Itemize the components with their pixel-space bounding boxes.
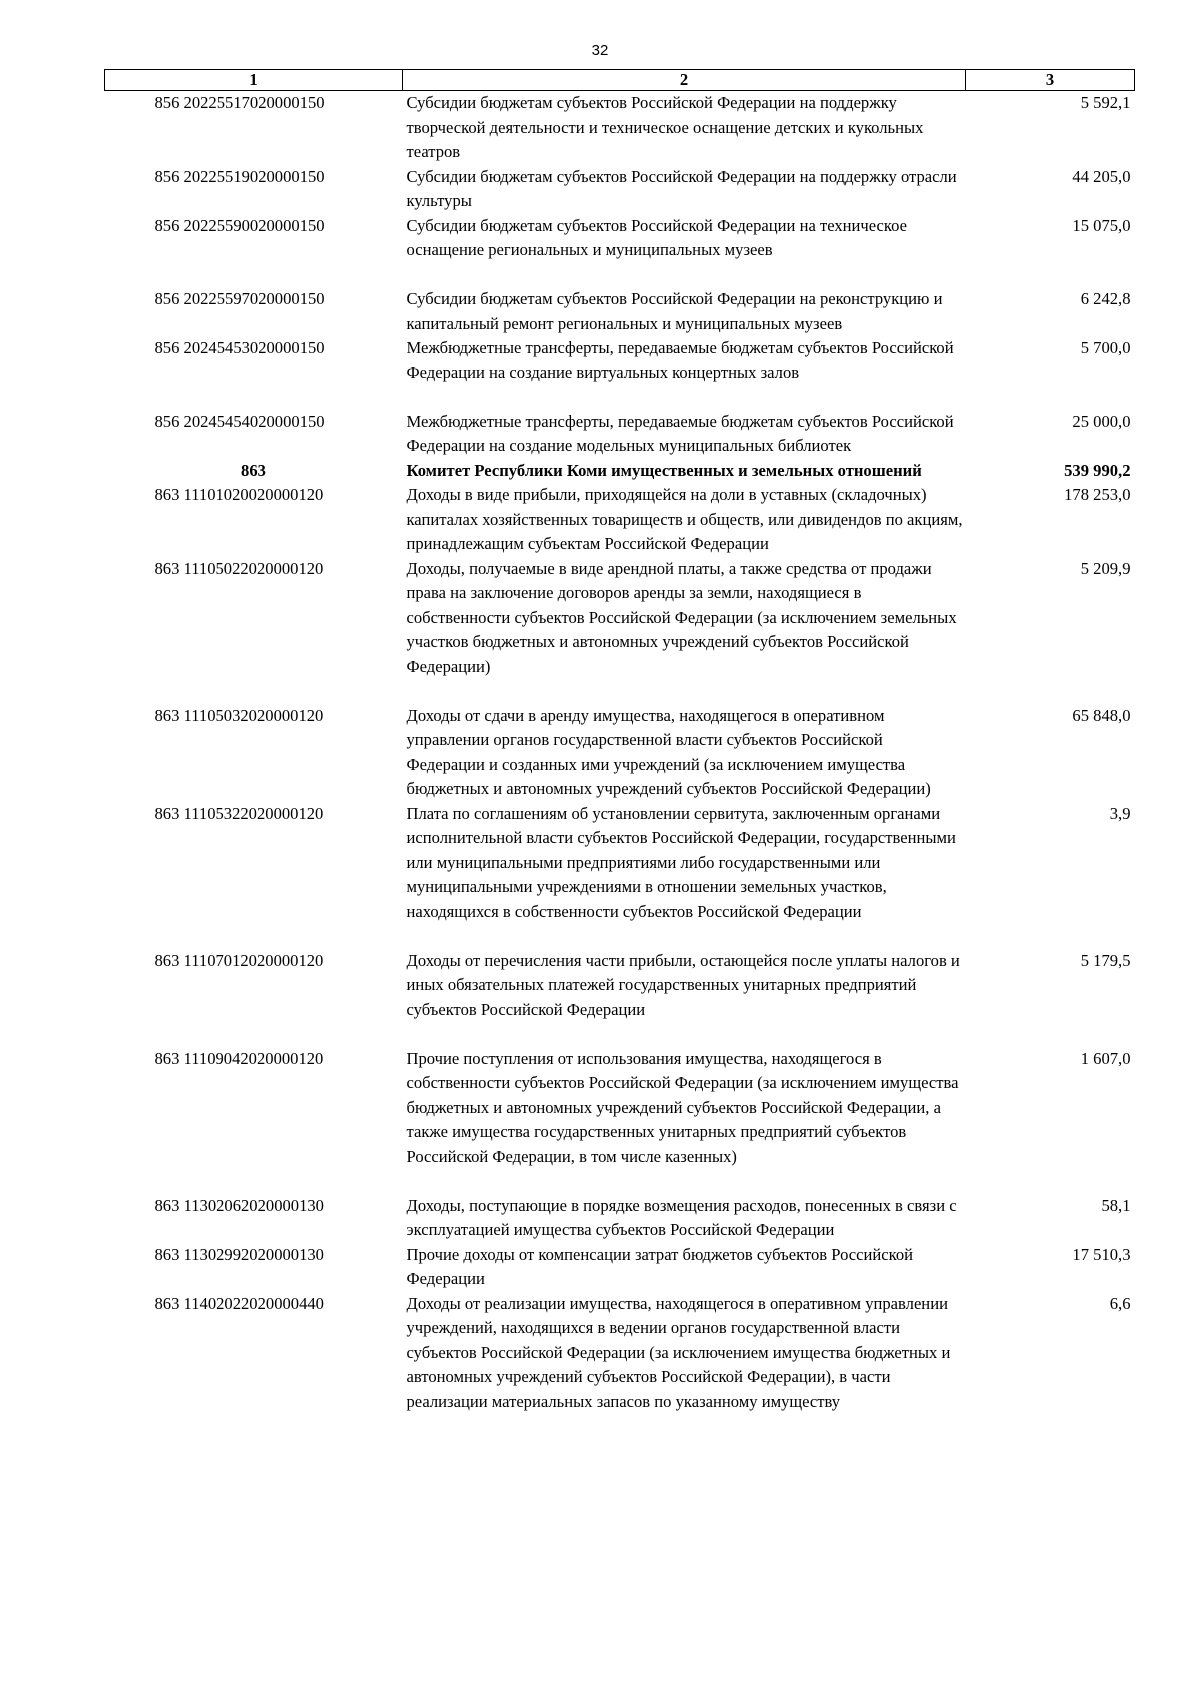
row-name: Субсидии бюджетам субъектов Российской Федерации на поддержку отрасли культуры xyxy=(406,166,957,210)
row-code: 863 11109042020000120 xyxy=(154,1048,324,1068)
row-code: 856 20225590020000150 xyxy=(154,215,325,235)
row-name: Доходы в виде прибыли, приходящейся на доли в уставных (складочных) капиталах хозяйственных товариществ и обществ, или дивидендов по акциям, принадлежащим субъектам Российской Федерации xyxy=(406,485,963,553)
row-code: 863 11105032020000120 xyxy=(154,705,324,725)
row-name: Межбюджетные трансферты, передаваемые бюджетам субъектов Российской Федерации на создание модельных муниципальных библиотек xyxy=(406,411,954,455)
row-amount: 15 075,0 xyxy=(1072,215,1131,235)
row-code: 856 20225517020000150 xyxy=(154,93,325,112)
row-code: 863 11105022020000120 xyxy=(154,558,324,578)
row-amount: 5 179,5 xyxy=(1080,950,1131,970)
table-row xyxy=(105,704,1135,802)
column-header-3: 3 xyxy=(966,70,1135,91)
table-row xyxy=(105,802,1135,949)
row-name: Субсидии бюджетам субъектов Российской Федерации на техническое оснащение региональных и муниципальных музеев xyxy=(406,215,908,259)
row-amount: 5 700,0 xyxy=(1080,338,1131,357)
table-row xyxy=(105,214,1135,288)
row-amount: 178 253,0 xyxy=(1064,485,1131,504)
column-header-2: 2 xyxy=(403,70,966,91)
row-name: Доходы, поступающие в порядке возмещения расходов, понесенных в связи с эксплуатацией имущества субъектов Российской Федерации xyxy=(406,1195,957,1239)
table-row xyxy=(105,1243,1135,1292)
row-name: Субсидии бюджетам субъектов Российской Федерации на реконструкцию и капитальный ремонт региональных и муниципальных музеев xyxy=(406,289,943,333)
row-amount: 3,9 xyxy=(1109,803,1131,823)
row-name: Доходы от сдачи в аренду имущества, находящегося в оперативном управлении органов государственной власти субъектов Российской Федерации и созданных ими учреждений (за исключением имущества бюджетных и автономных учреждений субъектов Российской Федерации) xyxy=(406,705,931,798)
row-code: 863 11105322020000120 xyxy=(154,803,324,823)
page-number: 32 xyxy=(591,42,609,59)
row-name: Прочие доходы от компенсации затрат бюджетов субъектов Российской Федерации xyxy=(406,1244,914,1288)
row-amount: 539 990,2 xyxy=(1064,460,1131,480)
row-code: 863 11107012020000120 xyxy=(154,950,324,970)
row-code: 863 11302062020000130 xyxy=(154,1195,324,1215)
row-name: Комитет Республики Коми имущественных и земельных отношений xyxy=(406,460,922,480)
table-row xyxy=(105,410,1135,459)
row-name: Доходы от перечисления части прибыли, остающейся после уплаты налогов и иных обязательных платежей государственных унитарных предприятий субъектов Российской Федерации xyxy=(406,950,960,1019)
row-name: Доходы, получаемые в виде арендной платы, а также средства от продажи права на заключение договоров аренды за земли, находящиеся в собственности субъектов Российской Федерации (за исключением земельных участков бюджетных и автономных учреждений субъектов Российской Федерации) xyxy=(406,558,957,676)
column-header-1: 1 xyxy=(105,70,403,91)
row-amount: 6 242,8 xyxy=(1080,289,1131,308)
row-amount: 5 209,9 xyxy=(1080,558,1131,578)
row-code: 856 20245453020000150 xyxy=(154,338,325,357)
row-amount: 5 592,1 xyxy=(1080,93,1131,112)
row-amount: 6,6 xyxy=(1109,1293,1131,1313)
revenue-table xyxy=(104,69,1135,1414)
row-name: Субсидии бюджетам субъектов Российской Федерации на поддержку творческой деятельности и техническое оснащение детских и кукольных театров xyxy=(406,93,924,161)
table-header-row xyxy=(105,70,1135,91)
table-row xyxy=(105,557,1135,704)
row-code: 856 20245454020000150 xyxy=(154,411,325,431)
table-body xyxy=(105,91,1135,1415)
table-row xyxy=(105,1047,1135,1194)
row-amount: 25 000,0 xyxy=(1072,411,1131,431)
row-name: Прочие поступления от использования имущества, находящегося в собственности субъектов Российской Федерации (за исключением имущества бюджетных и автономных учреждений субъектов Российской Федерации, а также имущества государственных унитарных предприятий субъектов Российской Федерации, в том числе казенных) xyxy=(406,1048,959,1166)
table-row xyxy=(105,336,1135,410)
table-row xyxy=(105,1194,1135,1243)
row-name: Межбюджетные трансферты, передаваемые бюджетам субъектов Российской Федерации на создание виртуальных концертных залов xyxy=(406,338,954,382)
row-code: 863 11302992020000130 xyxy=(154,1244,324,1264)
table-row xyxy=(105,1292,1135,1415)
row-code: 856 20225519020000150 xyxy=(154,166,325,186)
row-code: 863 11402022020000440 xyxy=(154,1293,324,1313)
table-row xyxy=(105,165,1135,214)
table-row xyxy=(105,287,1135,336)
table-row xyxy=(105,483,1135,557)
row-amount: 17 510,3 xyxy=(1072,1244,1131,1264)
row-amount: 44 205,0 xyxy=(1072,166,1131,186)
row-code: 863 11101020020000120 xyxy=(154,485,324,504)
row-name: Плата по соглашениям об установлении сервитута, заключенным органами исполнительной власти субъектов Российской Федерации, государственными или муниципальными предприятиями либо государственными или муниципальными учреждениями в отношении земельных участков, находящихся в собственности субъектов Российской Федерации xyxy=(406,803,956,921)
row-amount: 58,1 xyxy=(1101,1195,1131,1215)
table-row xyxy=(105,91,1135,165)
row-name: Доходы от реализации имущества, находящегося в оперативном управлении учреждений, находящихся в ведении органов государственной власти субъектов Российской Федерации (за исключением имущества бюджетных и автономных учреждений субъектов Российской Федерации), в части реализации материальных запасов по указанному имуществу xyxy=(406,1293,951,1411)
row-amount: 65 848,0 xyxy=(1072,705,1131,725)
table-row xyxy=(105,949,1135,1047)
table-row xyxy=(105,459,1135,484)
row-code: 856 20225597020000150 xyxy=(154,289,325,308)
row-code: 863 xyxy=(241,460,266,480)
row-amount: 1 607,0 xyxy=(1080,1048,1131,1068)
